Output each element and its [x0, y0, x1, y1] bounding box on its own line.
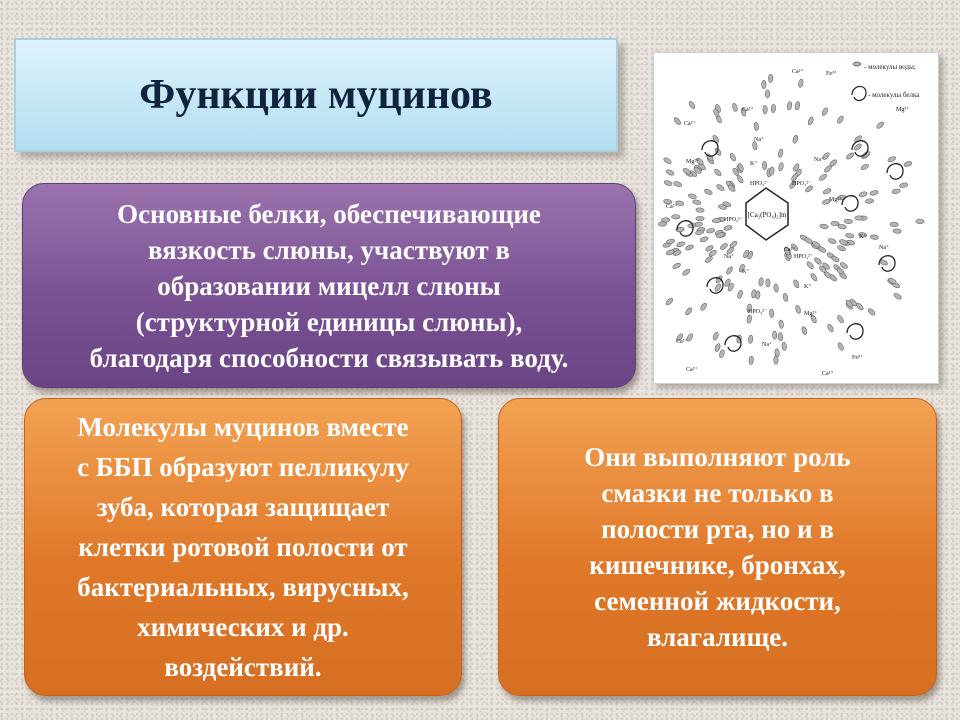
water-molecule [782, 342, 787, 351]
water-molecule [893, 292, 902, 300]
water-molecule [684, 307, 693, 316]
water-molecule [870, 234, 879, 240]
ion-label: Ca²⁺ [666, 204, 678, 210]
water-molecule [801, 326, 808, 335]
water-molecule [748, 335, 753, 344]
water-molecule [688, 100, 696, 109]
water-molecule [663, 157, 672, 165]
water-molecule [765, 90, 769, 98]
water-molecule [763, 105, 768, 113]
water-molecule [696, 207, 705, 212]
card-lubrication-text: Они выполняют роль смазки не только в полости рта, но и в кишечнике, бронхах, семенной жидкости, влагалище. [584, 442, 851, 652]
water-molecule [876, 121, 885, 130]
legend-protein-label: - молекулы белка [868, 91, 920, 99]
water-molecule [822, 188, 831, 196]
ion-label: Ca²⁺ [742, 107, 754, 113]
water-molecule [704, 188, 713, 196]
water-molecule [719, 349, 726, 358]
ion-label: K⁺ [804, 284, 812, 290]
card-pellicle-text: Молекулы муцинов вместе с ББП образуют пелликулу зуба, которая защищает клетки ротовой полости от бактериальных, вирусных, химических и др. воздействий. [77, 412, 409, 682]
water-molecule [769, 309, 774, 318]
water-molecule [685, 244, 694, 251]
water-molecules [658, 74, 924, 365]
ion-label: Na⁺ [762, 342, 773, 348]
ion-label: Mg²⁺ [686, 159, 700, 165]
water-molecule [737, 290, 744, 299]
ion-label: Mg²⁺ [804, 311, 818, 317]
protein-molecule [847, 324, 863, 340]
water-molecule [762, 161, 767, 170]
ion-label: Na⁺ [814, 157, 825, 163]
water-molecule [666, 238, 675, 244]
water-molecule [854, 135, 863, 144]
water-molecule [813, 257, 822, 266]
water-molecule [828, 238, 837, 245]
water-molecule [746, 315, 752, 324]
water-molecule [810, 273, 819, 282]
ion-label: Ca²⁺ [822, 371, 834, 377]
water-molecule [865, 198, 874, 204]
water-molecule [723, 225, 732, 231]
water-molecule [836, 115, 844, 124]
ion-label: Na⁺ [754, 137, 765, 143]
legend-protein-icon [852, 86, 866, 100]
protein-molecule [842, 196, 858, 212]
water-molecule [827, 323, 835, 332]
ion-label: K⁺ [859, 234, 867, 240]
water-molecule [673, 180, 682, 187]
water-molecule [798, 79, 804, 88]
water-molecule [890, 222, 899, 227]
ion-label: K⁺ [742, 269, 750, 275]
ion-label: Ca²⁺ [684, 121, 696, 127]
water-molecule [869, 190, 878, 196]
ion-label: HPO₄²⁻ [748, 309, 768, 315]
card-viscosity-text: Основные белки, обеспечивающие вязкость слюны, участвуют в образовании мицелл слюны (структурной единицы слюны), благодаря способности связывать воду. [89, 198, 569, 373]
water-molecule [903, 160, 912, 167]
water-molecule [771, 104, 776, 113]
water-molecule [661, 218, 669, 223]
water-molecule [831, 255, 840, 263]
water-molecule [688, 193, 697, 200]
water-molecule [754, 122, 759, 131]
water-molecule [779, 320, 784, 329]
ion-label: Fe³⁺ [852, 355, 863, 361]
water-molecule [696, 216, 704, 221]
water-molecule [845, 233, 854, 239]
water-molecule [766, 279, 771, 287]
card-pellicle [24, 398, 462, 696]
card-lubrication [498, 398, 937, 696]
water-molecule [719, 242, 728, 250]
card-viscosity [22, 183, 636, 388]
ion-label: Mg²⁺ [829, 197, 843, 203]
water-molecule [712, 331, 719, 340]
slide-title: Функции муцинов [139, 72, 493, 118]
ion-label: Na⁺ [724, 254, 735, 260]
water-molecule [807, 116, 814, 125]
water-molecule [793, 279, 800, 288]
water-molecule [729, 240, 738, 249]
protein-molecule [725, 336, 741, 352]
water-molecule [714, 343, 721, 352]
water-molecule [820, 224, 829, 230]
legend-water-label: - молекулы воды; [864, 63, 916, 71]
water-molecule [837, 342, 845, 351]
micelle-diagram-svg [654, 53, 938, 383]
water-molecule [893, 228, 902, 233]
water-molecule [837, 245, 846, 252]
water-molecule [782, 293, 788, 302]
water-molecule [682, 268, 691, 276]
micelle-diagram [653, 52, 939, 384]
water-molecule [749, 356, 754, 365]
water-molecule [773, 356, 778, 365]
water-molecule [831, 221, 840, 226]
water-molecule [778, 332, 783, 341]
water-molecule [916, 219, 924, 224]
ion-label: HPO₄²⁻ [794, 254, 814, 260]
water-molecule [665, 169, 674, 177]
water-molecule [768, 74, 773, 82]
water-molecule [769, 167, 774, 176]
water-molecule [706, 228, 715, 234]
core-label: [Ca₃(PO₄)₂]m [747, 211, 787, 219]
water-molecule [806, 261, 815, 270]
water-molecule [787, 101, 793, 110]
ion-label: HPO₄²⁻ [724, 217, 744, 223]
water-molecule [699, 302, 707, 311]
water-molecule [858, 191, 867, 197]
water-molecule [676, 241, 685, 248]
water-molecule [855, 216, 863, 220]
micelle-core [746, 188, 788, 240]
ion-label: Fe³⁺ [826, 71, 837, 77]
ion-label: Ca²⁺ [784, 247, 796, 253]
water-molecule [860, 163, 869, 171]
water-molecule [716, 183, 725, 191]
water-molecule [778, 162, 784, 171]
legend [852, 62, 920, 100]
water-molecule [699, 236, 708, 243]
water-molecule [672, 215, 680, 220]
water-molecule [713, 168, 722, 177]
water-molecule [867, 307, 876, 316]
water-molecule [778, 149, 784, 158]
water-molecule [704, 255, 713, 264]
water-molecule [695, 229, 704, 235]
ion-label: K⁺ [750, 161, 758, 167]
water-molecule [672, 262, 681, 270]
ion-label: Ca²⁺ [686, 367, 698, 373]
water-molecule [732, 103, 738, 112]
water-molecule [836, 314, 844, 323]
water-molecule [821, 107, 829, 116]
ion-label: HPO₄²⁻ [792, 181, 812, 187]
water-molecule [736, 174, 744, 183]
water-molecule [692, 199, 701, 205]
ion-label: Mg²⁺ [896, 107, 910, 113]
water-molecule [899, 182, 908, 188]
water-molecule [892, 188, 901, 194]
water-molecule [773, 284, 778, 293]
water-molecule [759, 277, 764, 286]
water-molecule [844, 219, 853, 224]
ion-label: Ca²⁺ [676, 339, 688, 345]
water-molecule [795, 305, 802, 314]
ion-label: Ca²⁺ [792, 69, 804, 75]
water-molecule [772, 331, 777, 340]
water-molecule [818, 173, 827, 182]
water-molecule [792, 135, 799, 144]
water-molecule [729, 152, 737, 161]
ion-label: Na⁺ [879, 245, 890, 251]
water-molecule [725, 266, 733, 275]
water-molecule [712, 218, 721, 223]
water-molecule [762, 80, 767, 88]
water-molecule [673, 116, 682, 125]
title-banner [14, 38, 618, 152]
protein-molecule [887, 164, 903, 180]
ion-label: HPO₄²⁻ [750, 181, 770, 187]
water-molecule [839, 239, 848, 246]
water-molecule [665, 297, 674, 306]
legend-water-icon [853, 62, 861, 66]
water-molecule [845, 152, 854, 161]
water-molecule [794, 101, 800, 110]
water-molecule [664, 180, 673, 187]
water-molecule [887, 155, 896, 163]
